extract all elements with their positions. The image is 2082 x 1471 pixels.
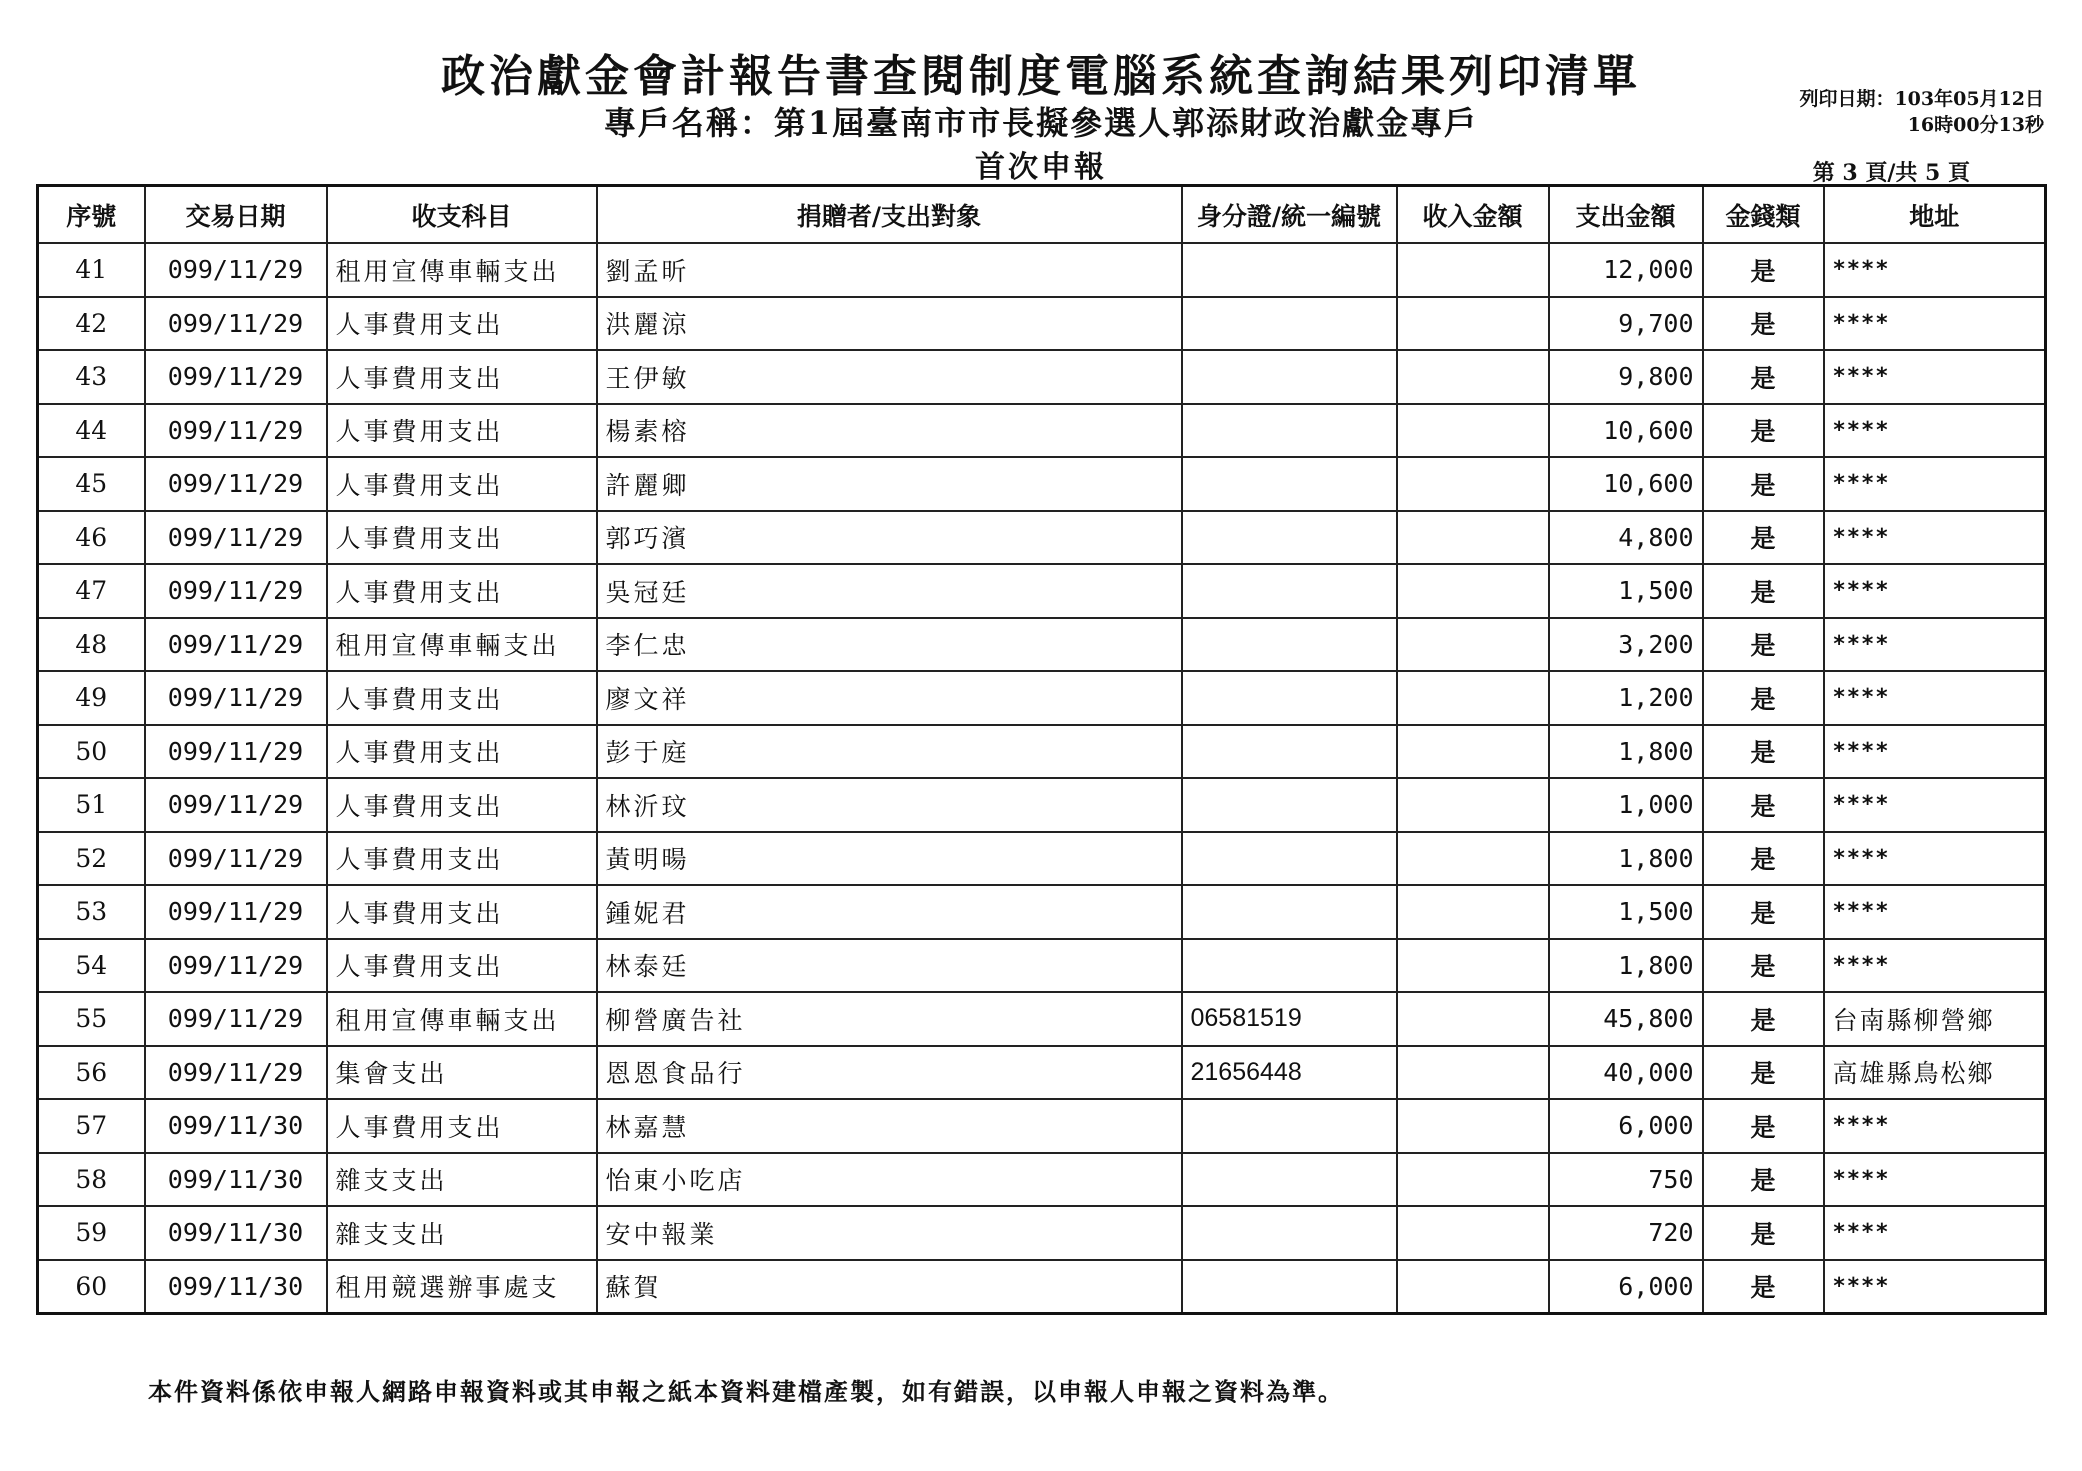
address-cell: 台南縣柳營鄉 xyxy=(1824,992,2046,1046)
cash-type-cell: 是 xyxy=(1703,297,1824,351)
date-cell: 099/11/29 xyxy=(145,671,327,725)
print-date-line2: 16時00分13秒 xyxy=(1907,114,2044,136)
category-cell: 人事費用支出 xyxy=(327,511,597,565)
income-cell xyxy=(1397,725,1549,779)
col-seq-header: 序號 xyxy=(38,186,145,244)
address-cell: **** xyxy=(1824,832,2046,886)
address-cell: **** xyxy=(1824,885,2046,939)
print-date xyxy=(1799,86,2044,138)
cash-type-cell: 是 xyxy=(1703,992,1824,1046)
income-cell xyxy=(1397,511,1549,565)
ledger-body xyxy=(38,243,2046,1314)
col-id-header: 身分證/統一編號 xyxy=(1182,186,1397,244)
expense-cell: 1,800 xyxy=(1549,939,1703,993)
seq-cell: 42 xyxy=(38,297,145,351)
expense-cell: 9,700 xyxy=(1549,297,1703,351)
seq-cell: 59 xyxy=(38,1206,145,1260)
expense-cell: 6,000 xyxy=(1549,1260,1703,1314)
date-cell: 099/11/29 xyxy=(145,778,327,832)
table-row xyxy=(38,297,2046,351)
party-cell: 林沂玟 xyxy=(597,778,1182,832)
col-income-header: 收入金額 xyxy=(1397,186,1549,244)
category-cell: 人事費用支出 xyxy=(327,564,597,618)
category-cell: 人事費用支出 xyxy=(327,457,597,511)
seq-cell: 41 xyxy=(38,243,145,297)
date-cell: 099/11/29 xyxy=(145,1046,327,1100)
table-row xyxy=(38,1153,2046,1207)
income-cell xyxy=(1397,939,1549,993)
ledger-table xyxy=(36,184,2047,1315)
cash-type-cell: 是 xyxy=(1703,350,1824,404)
address-cell: **** xyxy=(1824,1099,2046,1153)
category-cell: 人事費用支出 xyxy=(327,350,597,404)
party-cell: 洪麗涼 xyxy=(597,297,1182,351)
address-cell: **** xyxy=(1824,1260,2046,1314)
cash-type-cell: 是 xyxy=(1703,404,1824,458)
address-cell: **** xyxy=(1824,457,2046,511)
seq-cell: 51 xyxy=(38,778,145,832)
date-cell: 099/11/29 xyxy=(145,404,327,458)
expense-cell: 12,000 xyxy=(1549,243,1703,297)
address-cell: **** xyxy=(1824,243,2046,297)
seq-cell: 48 xyxy=(38,618,145,672)
id-cell xyxy=(1182,297,1397,351)
account-name: 專戶名稱：第1屆臺南市市長擬參選人郭添財政治獻金專戶 xyxy=(603,104,1479,142)
address-cell: **** xyxy=(1824,1153,2046,1207)
col-expense-header: 支出金額 xyxy=(1549,186,1703,244)
id-cell xyxy=(1182,564,1397,618)
income-cell xyxy=(1397,1153,1549,1207)
seq-cell: 47 xyxy=(38,564,145,618)
party-cell: 郭巧濱 xyxy=(597,511,1182,565)
expense-cell: 10,600 xyxy=(1549,457,1703,511)
table-row xyxy=(38,511,2046,565)
address-cell: **** xyxy=(1824,725,2046,779)
expense-cell: 1,200 xyxy=(1549,671,1703,725)
party-cell: 許麗卿 xyxy=(597,457,1182,511)
seq-cell: 52 xyxy=(38,832,145,886)
income-cell xyxy=(1397,778,1549,832)
cash-type-cell: 是 xyxy=(1703,725,1824,779)
seq-cell: 60 xyxy=(38,1260,145,1314)
page-info: 第 3 頁/共 5 頁 xyxy=(1812,160,1970,186)
seq-cell: 58 xyxy=(38,1153,145,1207)
table-row xyxy=(38,350,2046,404)
seq-cell: 50 xyxy=(38,725,145,779)
category-cell: 人事費用支出 xyxy=(327,885,597,939)
id-cell xyxy=(1182,939,1397,993)
date-cell: 099/11/29 xyxy=(145,350,327,404)
income-cell xyxy=(1397,671,1549,725)
address-cell: **** xyxy=(1824,564,2046,618)
expense-cell: 1,500 xyxy=(1549,885,1703,939)
col-address-header: 地址 xyxy=(1824,186,2046,244)
seq-cell: 43 xyxy=(38,350,145,404)
seq-cell: 44 xyxy=(38,404,145,458)
print-date-line1: 列印日期：103年05月12日 xyxy=(1799,88,2044,110)
date-cell: 099/11/29 xyxy=(145,885,327,939)
table-row xyxy=(38,992,2046,1046)
address-cell: **** xyxy=(1824,404,2046,458)
date-cell: 099/11/30 xyxy=(145,1260,327,1314)
seq-cell: 55 xyxy=(38,992,145,1046)
address-cell: **** xyxy=(1824,618,2046,672)
date-cell: 099/11/29 xyxy=(145,939,327,993)
expense-cell: 10,600 xyxy=(1549,404,1703,458)
category-cell: 租用宣傳車輛支出 xyxy=(327,992,597,1046)
party-cell: 吳冠廷 xyxy=(597,564,1182,618)
category-cell: 人事費用支出 xyxy=(327,725,597,779)
id-cell xyxy=(1182,457,1397,511)
table-row xyxy=(38,564,2046,618)
header-row xyxy=(38,186,2046,244)
seq-cell: 56 xyxy=(38,1046,145,1100)
income-cell xyxy=(1397,832,1549,886)
income-cell xyxy=(1397,564,1549,618)
category-cell: 集會支出 xyxy=(327,1046,597,1100)
expense-cell: 750 xyxy=(1549,1153,1703,1207)
date-cell: 099/11/29 xyxy=(145,457,327,511)
table-row xyxy=(38,778,2046,832)
report-type: 首次申報 xyxy=(975,150,1107,185)
cash-type-cell: 是 xyxy=(1703,243,1824,297)
date-cell: 099/11/29 xyxy=(145,564,327,618)
table-row xyxy=(38,404,2046,458)
cash-type-cell: 是 xyxy=(1703,1099,1824,1153)
expense-cell: 9,800 xyxy=(1549,350,1703,404)
party-cell: 柳營廣告社 xyxy=(597,992,1182,1046)
seq-cell: 57 xyxy=(38,1099,145,1153)
income-cell xyxy=(1397,1046,1549,1100)
address-cell: **** xyxy=(1824,671,2046,725)
id-cell xyxy=(1182,885,1397,939)
cash-type-cell: 是 xyxy=(1703,778,1824,832)
category-cell: 雜支支出 xyxy=(327,1153,597,1207)
table-row xyxy=(38,243,2046,297)
date-cell: 099/11/29 xyxy=(145,992,327,1046)
category-cell: 雜支支出 xyxy=(327,1206,597,1260)
col-cash-header: 金錢類 xyxy=(1703,186,1824,244)
id-cell xyxy=(1182,1153,1397,1207)
party-cell: 林泰廷 xyxy=(597,939,1182,993)
id-cell xyxy=(1182,243,1397,297)
income-cell xyxy=(1397,243,1549,297)
table-row xyxy=(38,671,2046,725)
id-cell xyxy=(1182,350,1397,404)
income-cell xyxy=(1397,350,1549,404)
cash-type-cell: 是 xyxy=(1703,457,1824,511)
expense-cell: 1,500 xyxy=(1549,564,1703,618)
cash-type-cell: 是 xyxy=(1703,671,1824,725)
cash-type-cell: 是 xyxy=(1703,1260,1824,1314)
id-cell xyxy=(1182,671,1397,725)
cash-type-cell: 是 xyxy=(1703,618,1824,672)
income-cell xyxy=(1397,457,1549,511)
address-cell: **** xyxy=(1824,778,2046,832)
category-cell: 人事費用支出 xyxy=(327,1099,597,1153)
income-cell xyxy=(1397,297,1549,351)
date-cell: 099/11/30 xyxy=(145,1153,327,1207)
id-cell xyxy=(1182,1206,1397,1260)
address-cell: **** xyxy=(1824,297,2046,351)
footer-note: 本件資料係依申報人網路申報資料或其申報之紙本資料建檔產製，如有錯誤，以申報人申報之資料為準。 xyxy=(148,1377,1344,1406)
date-cell: 099/11/30 xyxy=(145,1206,327,1260)
address-cell: **** xyxy=(1824,939,2046,993)
table-row xyxy=(38,457,2046,511)
id-cell xyxy=(1182,1099,1397,1153)
address-cell: **** xyxy=(1824,350,2046,404)
cash-type-cell: 是 xyxy=(1703,564,1824,618)
party-cell: 鍾妮君 xyxy=(597,885,1182,939)
income-cell xyxy=(1397,404,1549,458)
category-cell: 人事費用支出 xyxy=(327,671,597,725)
category-cell: 租用宣傳車輛支出 xyxy=(327,243,597,297)
category-cell: 人事費用支出 xyxy=(327,404,597,458)
party-cell: 安中報業 xyxy=(597,1206,1182,1260)
date-cell: 099/11/30 xyxy=(145,1099,327,1153)
table-row xyxy=(38,885,2046,939)
party-cell: 劉孟昕 xyxy=(597,243,1182,297)
seq-cell: 45 xyxy=(38,457,145,511)
expense-cell: 4,800 xyxy=(1549,511,1703,565)
expense-cell: 720 xyxy=(1549,1206,1703,1260)
expense-cell: 40,000 xyxy=(1549,1046,1703,1100)
expense-cell: 6,000 xyxy=(1549,1099,1703,1153)
cash-type-cell: 是 xyxy=(1703,885,1824,939)
cash-type-cell: 是 xyxy=(1703,1206,1824,1260)
party-cell: 黃明暘 xyxy=(597,832,1182,886)
id-cell: 06581519 xyxy=(1182,992,1397,1046)
date-cell: 099/11/29 xyxy=(145,832,327,886)
date-cell: 099/11/29 xyxy=(145,297,327,351)
income-cell xyxy=(1397,1099,1549,1153)
expense-cell: 45,800 xyxy=(1549,992,1703,1046)
party-cell: 蘇賀 xyxy=(597,1260,1182,1314)
category-cell: 人事費用支出 xyxy=(327,832,597,886)
category-cell: 人事費用支出 xyxy=(327,939,597,993)
party-cell: 恩恩食品行 xyxy=(597,1046,1182,1100)
party-cell: 林嘉慧 xyxy=(597,1099,1182,1153)
table-row xyxy=(38,939,2046,993)
address-cell: 高雄縣鳥松鄉 xyxy=(1824,1046,2046,1100)
table-row xyxy=(38,832,2046,886)
address-cell: **** xyxy=(1824,511,2046,565)
income-cell xyxy=(1397,885,1549,939)
party-cell: 李仁忠 xyxy=(597,618,1182,672)
table-row xyxy=(38,1260,2046,1314)
table-row xyxy=(38,618,2046,672)
id-cell xyxy=(1182,404,1397,458)
party-cell: 怡東小吃店 xyxy=(597,1153,1182,1207)
income-cell xyxy=(1397,992,1549,1046)
party-cell: 彭于庭 xyxy=(597,725,1182,779)
party-cell: 廖文祥 xyxy=(597,671,1182,725)
seq-cell: 53 xyxy=(38,885,145,939)
col-category-header: 收支科目 xyxy=(327,186,597,244)
seq-cell: 49 xyxy=(38,671,145,725)
address-cell: **** xyxy=(1824,1206,2046,1260)
category-cell: 人事費用支出 xyxy=(327,297,597,351)
seq-cell: 46 xyxy=(38,511,145,565)
income-cell xyxy=(1397,1206,1549,1260)
date-cell: 099/11/29 xyxy=(145,243,327,297)
table-row xyxy=(38,1046,2046,1100)
cash-type-cell: 是 xyxy=(1703,1046,1824,1100)
seq-cell: 54 xyxy=(38,939,145,993)
table-row xyxy=(38,1206,2046,1260)
date-cell: 099/11/29 xyxy=(145,725,327,779)
col-party-header: 捐贈者/支出對象 xyxy=(597,186,1182,244)
expense-cell: 1,800 xyxy=(1549,725,1703,779)
cash-type-cell: 是 xyxy=(1703,1153,1824,1207)
expense-cell: 1,000 xyxy=(1549,778,1703,832)
id-cell xyxy=(1182,618,1397,672)
party-cell: 王伊敏 xyxy=(597,350,1182,404)
document-title: 政治獻金會計報告書查閱制度電腦系統查詢結果列印清單 xyxy=(441,51,1641,102)
table-row xyxy=(38,725,2046,779)
income-cell xyxy=(1397,618,1549,672)
id-cell xyxy=(1182,1260,1397,1314)
col-date-header: 交易日期 xyxy=(145,186,327,244)
party-cell: 楊素榕 xyxy=(597,404,1182,458)
category-cell: 租用競選辦事處支 xyxy=(327,1260,597,1314)
cash-type-cell: 是 xyxy=(1703,832,1824,886)
id-cell xyxy=(1182,778,1397,832)
table-row xyxy=(38,1099,2046,1153)
id-cell xyxy=(1182,832,1397,886)
category-cell: 租用宣傳車輛支出 xyxy=(327,618,597,672)
income-cell xyxy=(1397,1260,1549,1314)
id-cell xyxy=(1182,511,1397,565)
id-cell: 21656448 xyxy=(1182,1046,1397,1100)
cash-type-cell: 是 xyxy=(1703,511,1824,565)
date-cell: 099/11/29 xyxy=(145,618,327,672)
expense-cell: 1,800 xyxy=(1549,832,1703,886)
expense-cell: 3,200 xyxy=(1549,618,1703,672)
ledger-header xyxy=(38,186,2046,244)
date-cell: 099/11/29 xyxy=(145,511,327,565)
cash-type-cell: 是 xyxy=(1703,939,1824,993)
category-cell: 人事費用支出 xyxy=(327,778,597,832)
id-cell xyxy=(1182,725,1397,779)
